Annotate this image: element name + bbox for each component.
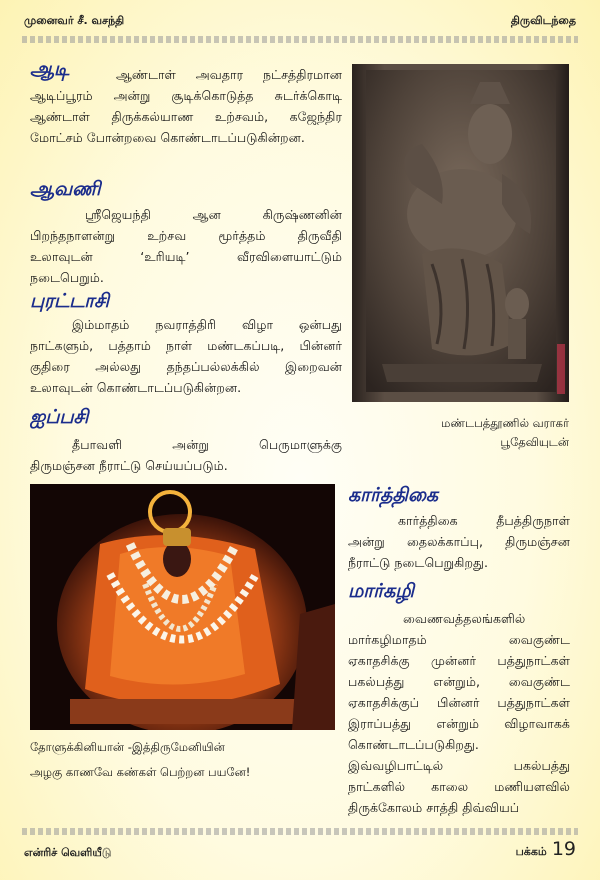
page-number xyxy=(516,838,576,860)
section-body-aadi xyxy=(30,64,342,148)
deity-photo xyxy=(30,484,335,730)
body-line: பிறந்தநாளன்று உற்சவ மூர்த்தம் திருவீதி xyxy=(30,228,342,243)
section-title-aavani: ஆவணி xyxy=(30,178,101,200)
body-line: வைணவத்தலங்களில் xyxy=(403,611,526,626)
body-line: நீராட்டு நடைபெறுகிறது. xyxy=(348,555,488,570)
body-line: நடைபெறும். xyxy=(30,270,104,285)
caption-line: அழகு காணவே கண்கள் பெற்றன பயனே! xyxy=(30,765,251,779)
header-divider xyxy=(22,36,578,43)
deity-caption xyxy=(30,738,350,782)
body-line: ஆண்டாள் அவதார நட்சத்திரமான xyxy=(116,67,342,82)
body-line: உலாவுடன் கொண்டாடப்படுகின்றன. xyxy=(30,380,242,395)
body-line: இம்மாதம் நவராத்திரி விழா ஒன்பது xyxy=(72,317,342,332)
caption-line: பூதேவியுடன் xyxy=(500,435,569,449)
varaha-pillar-image xyxy=(352,64,569,402)
footer-divider xyxy=(22,828,578,835)
body-line: நாட்களும், பத்தாம் நாள் மண்டகப்படி, பின்னர் xyxy=(30,338,342,353)
section-title-margazhi: மார்கழி xyxy=(348,580,414,602)
body-line: மோட்சம் போன்றவை கொண்டாடப்படுகின்றன. xyxy=(30,130,305,145)
body-line: ஆடிப்பூரம் அன்று சூடிக்கொடுத்த சுடர்க்கொடி xyxy=(30,88,342,103)
section-body-aavani xyxy=(30,204,342,288)
section-title-karthigai: கார்த்திகை xyxy=(348,484,439,506)
body-line: ஏகாதசிக்கு முன்னர் பத்துநாட்கள் xyxy=(348,653,570,668)
header-section: திருவிடந்தை xyxy=(510,14,576,27)
sculpture-photo xyxy=(352,64,569,402)
section-body-purattasi xyxy=(30,314,342,398)
section-title-aippasi: ஐப்பசி xyxy=(30,406,89,428)
section-title-purattasi: புரட்டாசி xyxy=(30,290,110,312)
body-line: திருக்கோலம் சாத்தி திவ்வியப் xyxy=(348,800,520,815)
body-line: தீபாவளி அன்று பெருமாளுக்கு xyxy=(72,437,342,452)
section-body-margazhi xyxy=(348,608,570,818)
body-line: அன்று தைலக்காப்பு, திருமஞ்சன xyxy=(348,534,570,549)
section-body-aippasi xyxy=(30,434,342,476)
body-line: ஆண்டாள் திருக்கல்யாண உற்சவம், கஜேந்திர xyxy=(30,109,342,124)
page-number-value: 19 xyxy=(551,838,576,860)
body-line: ஸ்ரீஜெயந்தி ஆன கிருஷ்ணனின் xyxy=(85,207,342,222)
deity-image xyxy=(30,484,335,730)
body-line: திருமஞ்சன நீராட்டு செய்யப்படும். xyxy=(30,458,228,473)
body-line: கார்த்திகை தீபத்திருநாள் xyxy=(398,513,570,528)
body-line: குதிரை அல்லது தந்தப்பல்லக்கில் இறைவன் xyxy=(30,359,342,374)
sculpture-caption xyxy=(352,414,569,452)
body-line: கொண்டாடப்படுகிறது. xyxy=(348,737,479,752)
body-line: இராப்பத்து என்றும் விழாவாகக் xyxy=(348,716,570,731)
caption-line: தோளுக்கினியான் -இத்திருமேனியின் xyxy=(30,740,225,754)
body-line: இவ்வழிபாட்டில் பகல்பத்து xyxy=(348,758,570,773)
section-title-aadi: ஆடி xyxy=(30,58,70,80)
header-author: முனைவர் சீ. வசந்தி xyxy=(24,14,125,27)
body-line: மார்கழிமாதம் வைகுண்ட xyxy=(348,632,570,647)
caption-line: மண்டபத்தூணில் வராகர் xyxy=(441,416,569,430)
body-line: பகல்பத்து என்றும், வைகுண்ட xyxy=(348,674,570,689)
page-label: பக்கம் xyxy=(515,845,547,858)
body-line: உலாவுடன் ‘உரியடி’ வீரவிளையாட்டும் xyxy=(30,249,342,264)
footer-publisher: என்ரிச் வெளியீடு xyxy=(24,846,112,859)
body-line: ஏகாதசிக்குப் பின்னர் பத்துநாட்கள் xyxy=(348,695,570,710)
section-body-karthigai xyxy=(348,510,570,573)
body-line: நாட்களில் காலை மணியளவில் xyxy=(348,779,570,794)
